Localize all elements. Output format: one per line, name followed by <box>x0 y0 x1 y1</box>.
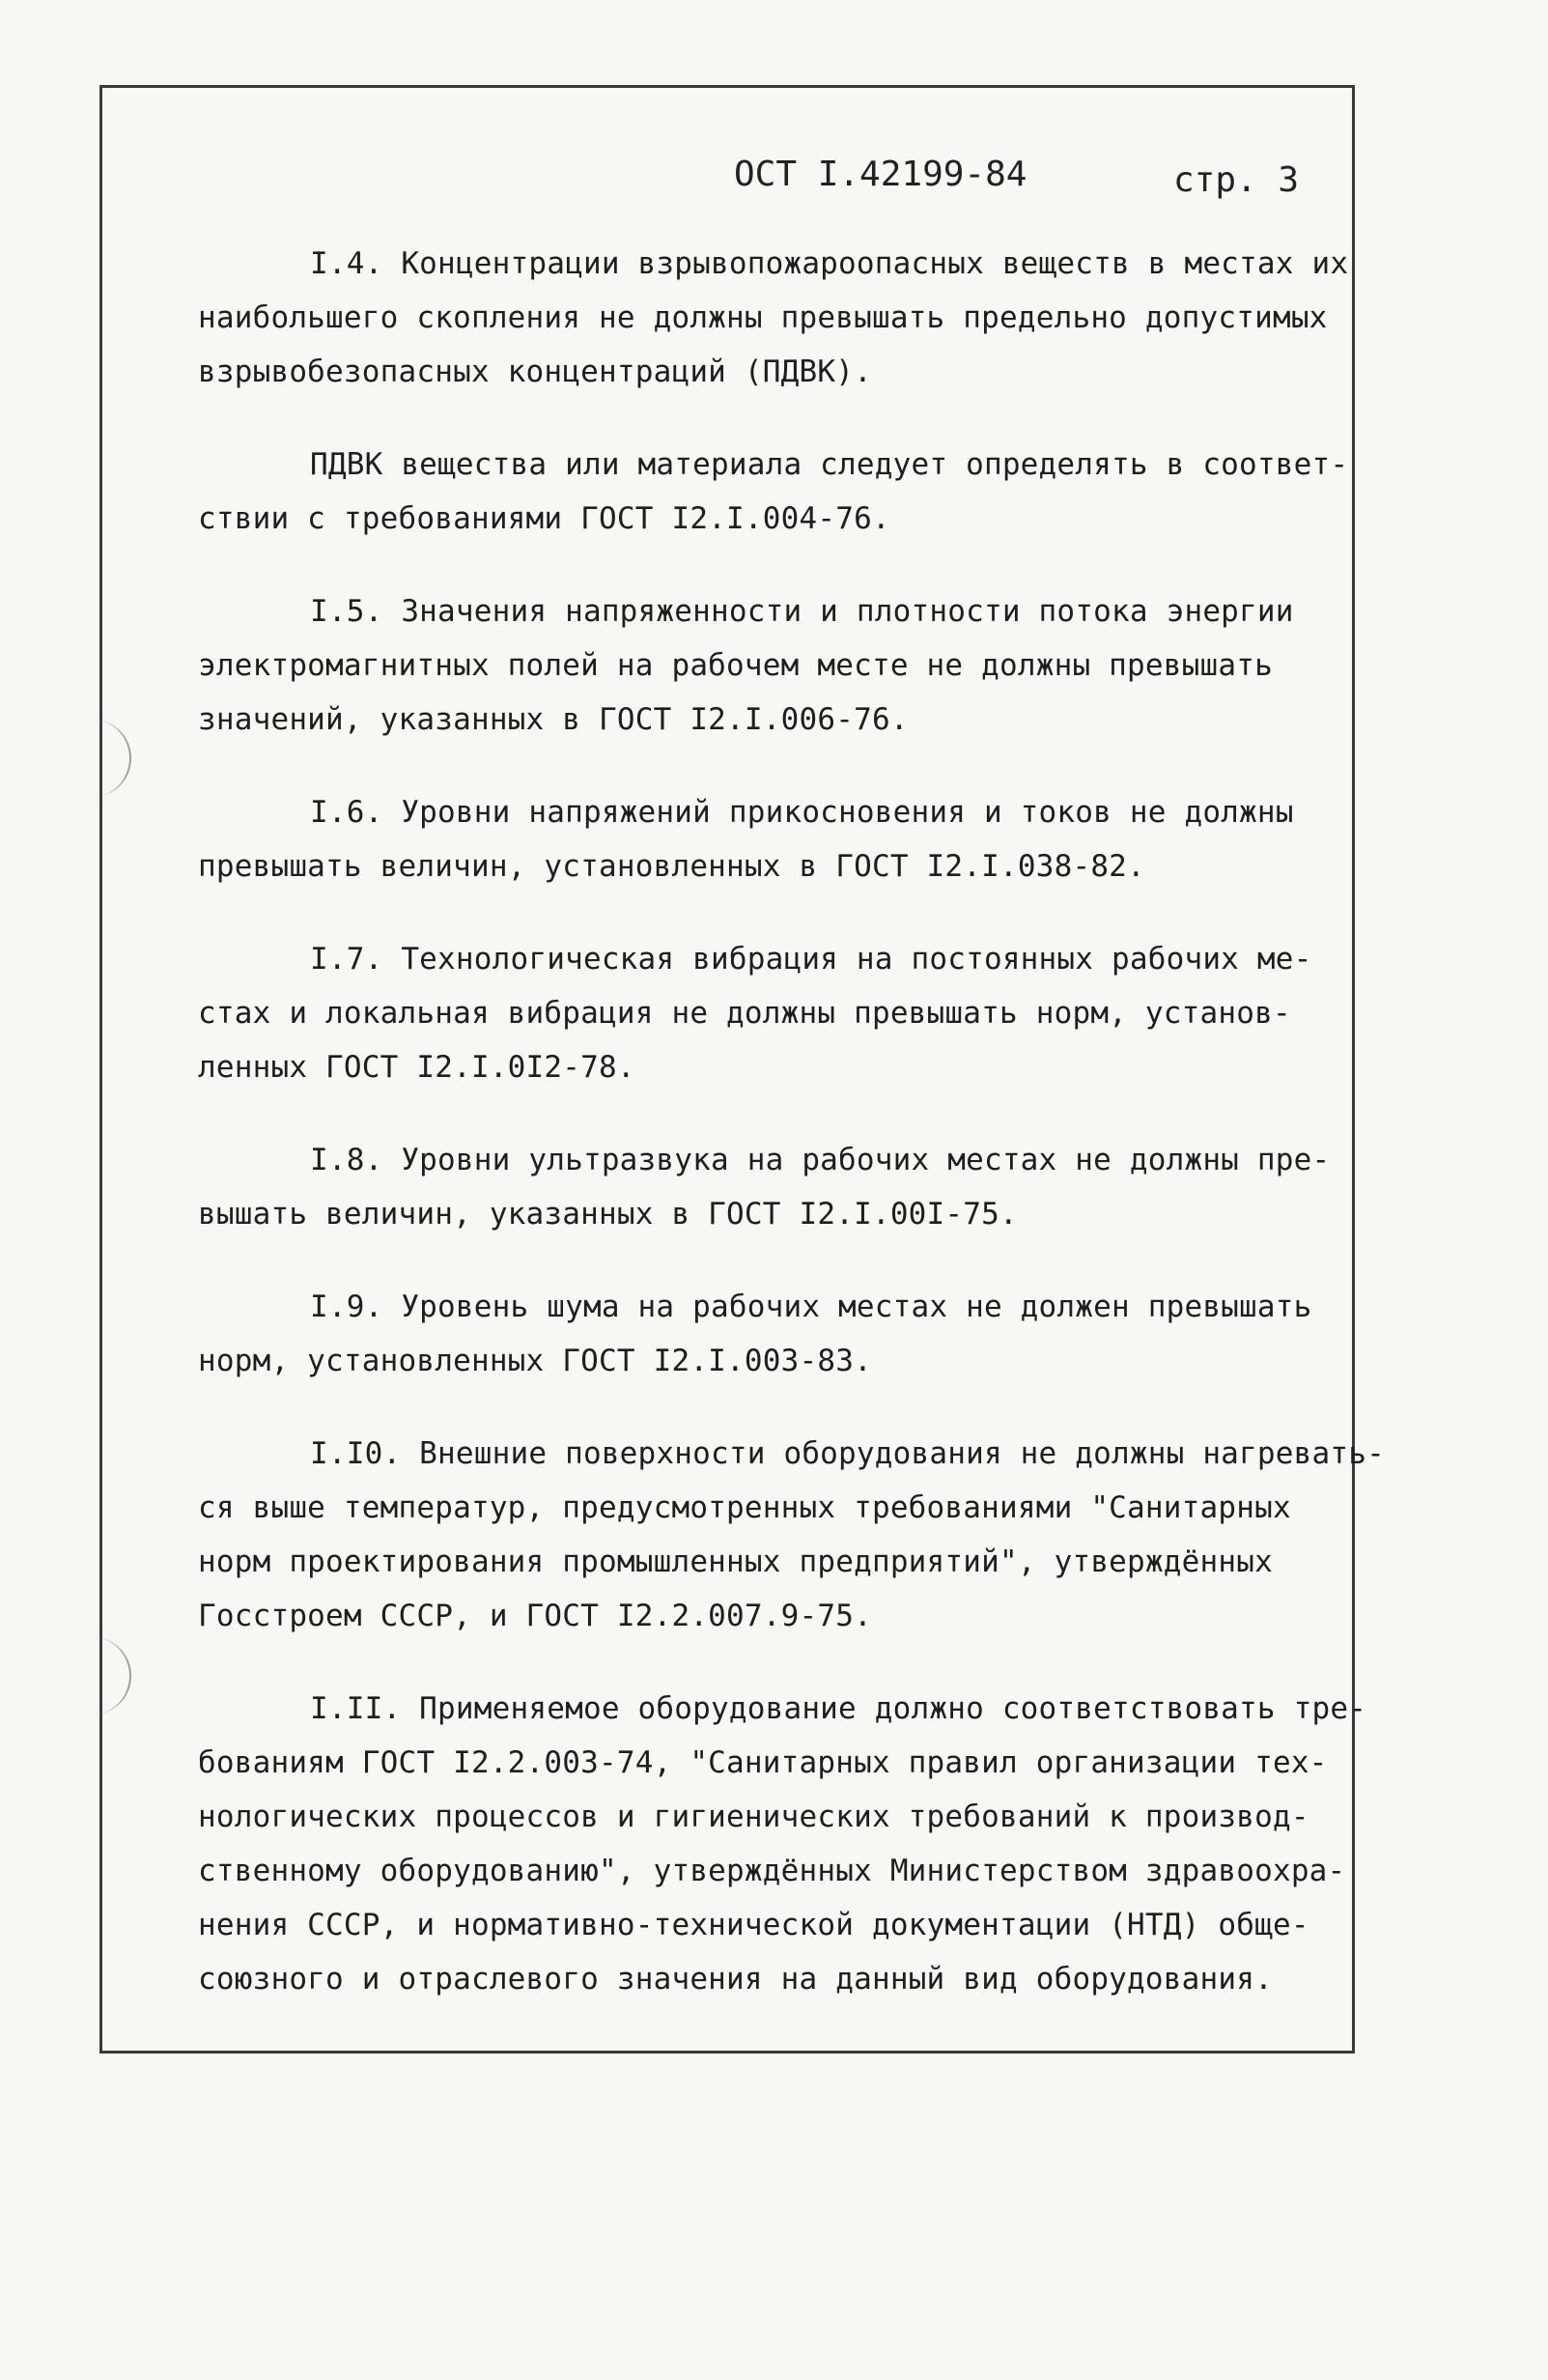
text-line: I.4. Концентрации взрывопожароопасных веществ в местах их <box>310 246 1349 281</box>
text-line: нологических процессов и гигиенических требований к производ- <box>198 1799 1309 1834</box>
text-line: наибольшего скопления не должны превышать предельно допустимых <box>198 300 1328 335</box>
text-line: I.5. Значения напряженности и плотности потока энергии <box>310 594 1294 629</box>
paragraph-1-8 <box>198 1133 1347 1241</box>
text-line: бованиям ГОСТ I2.2.003-74, "Санитарных правил организации тех- <box>198 1745 1328 1780</box>
paragraph-1-6 <box>198 785 1347 893</box>
paragraph-1-4 <box>198 237 1347 399</box>
text-line: союзного и отраслевого значения на данный вид оборудования. <box>198 1962 1273 1997</box>
text-line: I.II. Применяемое оборудование должно соответствовать тре- <box>310 1691 1367 1726</box>
text-line: норм проектирования промышленных предприятий", утверждённых <box>198 1544 1273 1579</box>
paragraph-pdvk <box>198 438 1347 546</box>
text-line: Госстроем СССР, и ГОСТ I2.2.007.9-75. <box>198 1599 872 1633</box>
paragraph-1-5 <box>198 584 1347 747</box>
text-line: стах и локальная вибрация не должны превышать норм, установ- <box>198 996 1291 1031</box>
page-number: стр. 3 <box>1173 160 1300 200</box>
text-line: ствии с требованиями ГОСТ I2.I.004-76. <box>198 501 890 536</box>
text-line: превышать величин, установленных в ГОСТ I2.I.038-82. <box>198 849 1145 884</box>
text-line: значений, указанных в ГОСТ I2.I.006-76. <box>198 702 909 737</box>
text-line: вышать величин, указанных в ГОСТ I2.I.00I-75. <box>198 1197 1018 1232</box>
text-line: I.I0. Внешние поверхности оборудования не должны нагревать- <box>310 1436 1385 1471</box>
text-line: I.6. Уровни напряжений прикосновения и токов не должны <box>310 795 1294 830</box>
text-line: ся выше температур, предусмотренных требованиями "Санитарных <box>198 1490 1291 1525</box>
text-line: ПДВК вещества или материала следует определять в соответ- <box>310 447 1349 482</box>
text-line: нения СССР, и нормативно-технической документации (НТД) обще- <box>198 1908 1309 1942</box>
page-header <box>734 155 1300 200</box>
document-body <box>198 237 1385 2045</box>
paragraph-1-11 <box>198 1682 1367 2006</box>
text-line: электромагнитных полей на рабочем месте не должны превышать <box>198 648 1273 683</box>
text-line: I.9. Уровень шума на рабочих местах не должен превышать <box>310 1289 1312 1324</box>
text-line: I.8. Уровни ультразвука на рабочих местах не должны пре- <box>310 1143 1331 1177</box>
document-code: ОСТ I.42199-84 <box>734 155 1027 194</box>
paragraph-1-7 <box>198 932 1347 1094</box>
text-line: взрывобезопасных концентраций (ПДВК). <box>198 354 872 389</box>
text-line: ленных ГОСТ I2.I.0I2-78. <box>198 1050 635 1085</box>
paragraph-1-9 <box>198 1280 1347 1388</box>
text-line: норм, установленных ГОСТ I2.I.003-83. <box>198 1344 872 1378</box>
text-line: I.7. Технологическая вибрация на постоянных рабочих ме- <box>310 942 1312 977</box>
paragraph-1-10 <box>198 1427 1385 1643</box>
text-line: ственному оборудованию", утверждённых Министерством здравоохра- <box>198 1854 1346 1888</box>
